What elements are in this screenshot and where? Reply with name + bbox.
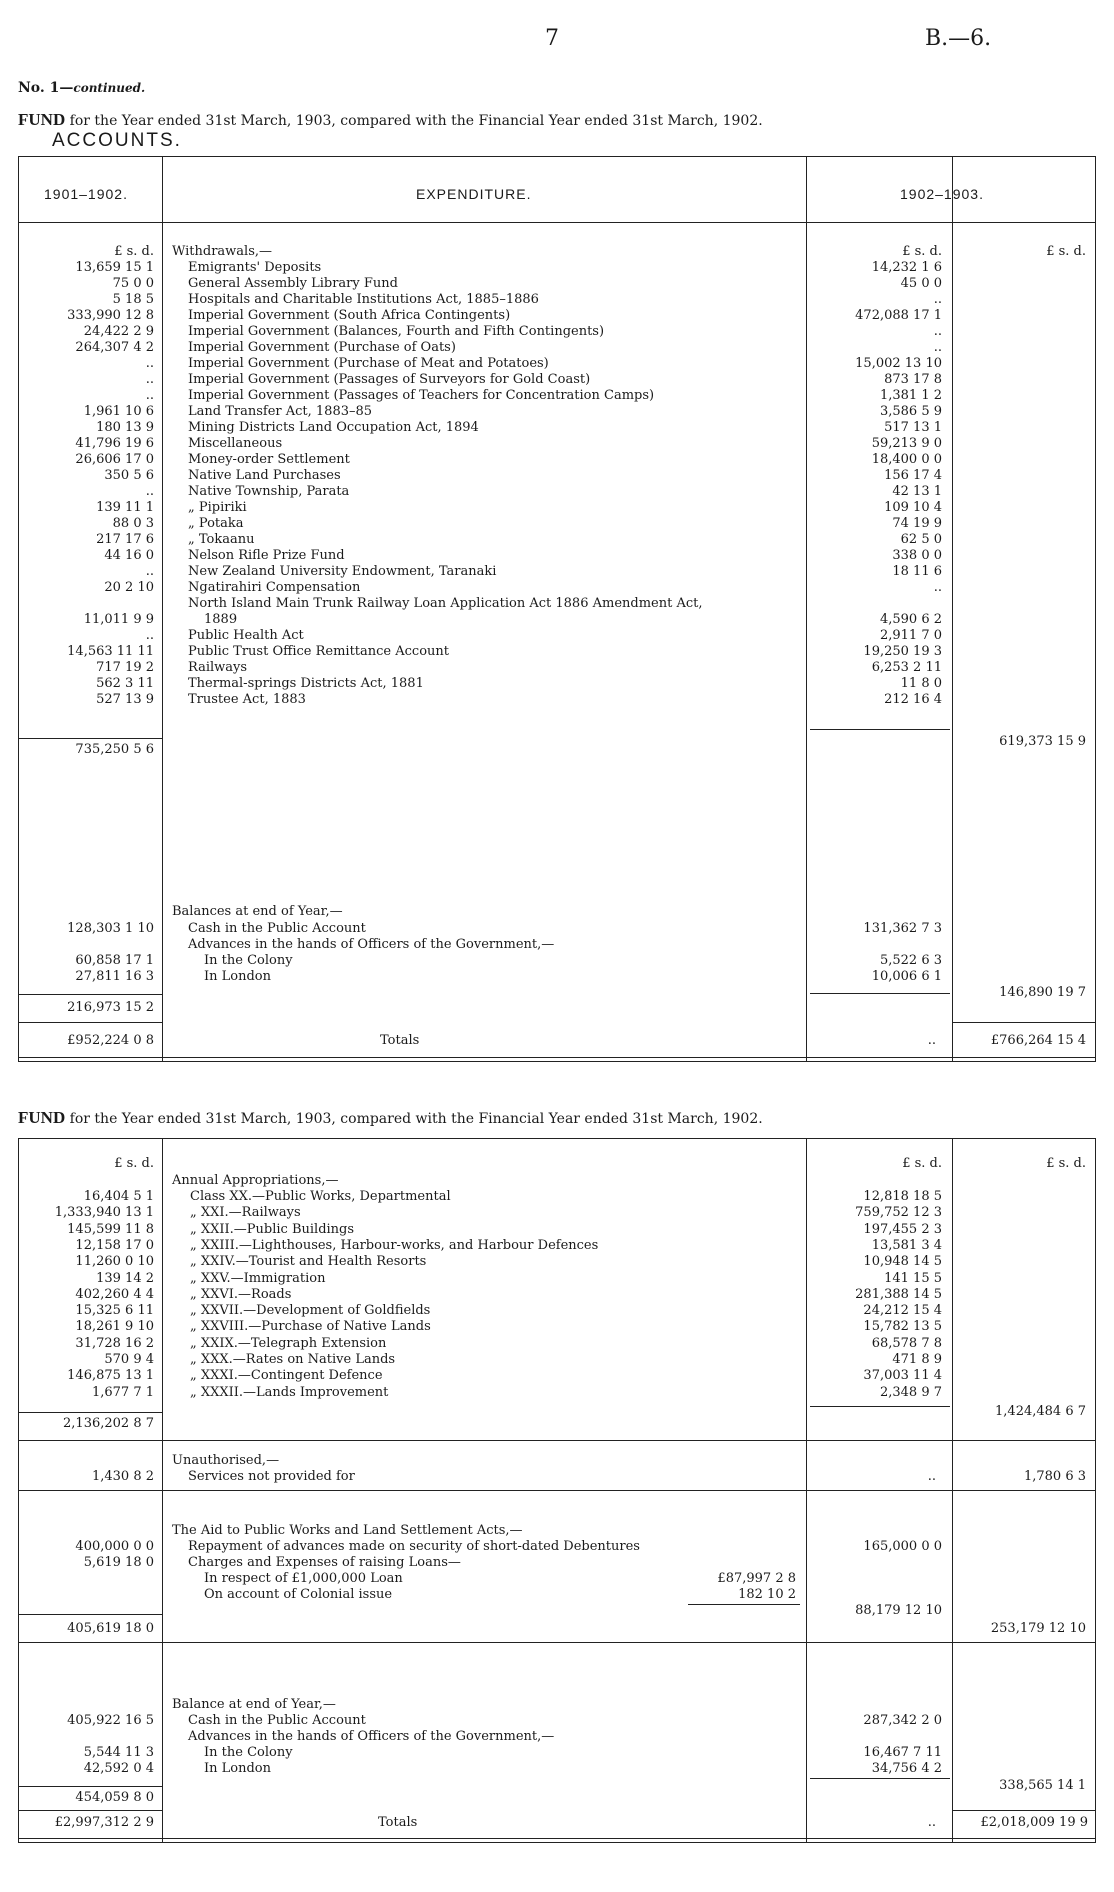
rule xyxy=(810,1406,950,1407)
rule xyxy=(952,1810,1096,1811)
withdrawals-total-cur: 619,373 15 9 xyxy=(999,734,1086,749)
amount-1902-1903: 42 13 1 xyxy=(892,484,942,499)
row-label: „ XXI.—Railways xyxy=(190,1205,301,1220)
amount-1901-1902: 20 2 10 xyxy=(104,580,154,595)
colony-prev: 60,858 17 1 xyxy=(75,953,154,968)
balance-advances-label: Advances in the hands of Officers of the Government,— xyxy=(188,1729,555,1744)
row-label: New Zealand University Endowment, Taranaki xyxy=(188,564,497,579)
rule xyxy=(18,1057,1096,1058)
row-label: Imperial Government (Balances, Fourth and Fifth Contingents) xyxy=(188,324,605,339)
amount-1902-1903: 281,388 14 5 xyxy=(855,1287,942,1302)
loan-subamount: £87,997 2 8 xyxy=(717,1571,796,1586)
amount-1902-1903: 759,752 12 3 xyxy=(855,1205,942,1220)
amount-1902-1903: 197,455 2 3 xyxy=(863,1222,942,1237)
amount-1901-1902: .. xyxy=(145,564,154,579)
amount-1901-1902: 139 14 2 xyxy=(96,1271,154,1286)
row-label: „ XXVI.—Roads xyxy=(190,1287,292,1302)
bottom-fund-title xyxy=(18,1108,763,1128)
row-label: Trustee Act, 1883 xyxy=(188,692,306,707)
row-label: „ XXIV.—Tourist and Health Resorts xyxy=(190,1254,427,1269)
amount-1902-1903: 12,818 18 5 xyxy=(863,1189,942,1204)
continued-label xyxy=(18,80,145,96)
charges-label: Charges and Expenses of raising Loans— xyxy=(188,1555,461,1570)
amount-1901-1902: 24,422 2 9 xyxy=(83,324,154,339)
row-label: „ XXXII.—Lands Improvement xyxy=(190,1385,389,1400)
aid-heading: The Aid to Public Works and Land Settlement Acts,— xyxy=(172,1523,523,1538)
amount-1902-1903: 14,232 1 6 xyxy=(871,260,942,275)
repayment-prev: 400,000 0 0 xyxy=(75,1539,154,1554)
colony-label: In the Colony xyxy=(204,953,293,968)
rule xyxy=(810,993,950,994)
rule xyxy=(18,1614,162,1615)
rule xyxy=(688,1604,800,1605)
amount-1901-1902: 217 17 6 xyxy=(96,532,154,547)
aid-total-cur: 253,179 12 10 xyxy=(990,1621,1086,1636)
row-label: „ XXII.—Public Buildings xyxy=(190,1222,355,1237)
row-label: Ngatirahiri Compensation xyxy=(188,580,361,595)
rule xyxy=(952,1022,1096,1023)
row-label: Emigrants' Deposits xyxy=(188,260,322,275)
amount-1901-1902: .. xyxy=(145,356,154,371)
rule xyxy=(18,994,162,995)
rule xyxy=(18,156,19,1061)
amount-1902-1903: 15,002 13 10 xyxy=(855,356,942,371)
top-fund-word: FUND xyxy=(18,110,66,129)
balance-colony-cur: 16,467 7 11 xyxy=(863,1745,942,1760)
amount-1902-1903: 24,212 15 4 xyxy=(863,1303,942,1318)
balances-total-prev: 216,973 15 2 xyxy=(67,1000,154,1015)
amount-1902-1903: 109 10 4 xyxy=(884,500,942,515)
amount-1902-1903: 338 0 0 xyxy=(892,548,942,563)
withdrawals-heading: Withdrawals,— xyxy=(172,244,273,259)
unauthorised-mid: .. xyxy=(927,1469,936,1484)
repayment-cur: 165,000 0 0 xyxy=(863,1539,942,1554)
row-label: North Island Main Trunk Railway Loan Application Act 1886 Amendment Act, xyxy=(188,596,703,611)
amount-1901-1902: 1,677 7 1 xyxy=(91,1385,154,1400)
row-label: „ Pipiriki xyxy=(188,500,247,515)
totals-cur: £766,264 15 4 xyxy=(990,1033,1086,1048)
row-label: Imperial Government (South Africa Contingents) xyxy=(188,308,511,323)
cash-prev: 128,303 1 10 xyxy=(67,921,154,936)
balance-heading: Balance at end of Year,— xyxy=(172,1697,336,1712)
row-label: Native Township, Parata xyxy=(188,484,350,499)
lsd-header: £ s. d. xyxy=(902,1156,942,1171)
amount-1901-1902: 15,325 6 11 xyxy=(75,1303,154,1318)
amount-1902-1903: 1,381 1 2 xyxy=(879,388,942,403)
row-label: Hospitals and Charitable Institutions Act, 1885–1886 xyxy=(188,292,539,307)
amount-1901-1902: 88 0 3 xyxy=(112,516,154,531)
amount-1902-1903: 156 17 4 xyxy=(884,468,942,483)
amount-1901-1902: 26,606 17 0 xyxy=(75,452,154,467)
amount-1902-1903: 3,586 5 9 xyxy=(879,404,942,419)
amount-1901-1902: 14,563 11 11 xyxy=(67,644,154,659)
row-label: Money-order Settlement xyxy=(188,452,350,467)
amount-1902-1903: 62 5 0 xyxy=(900,532,942,547)
amount-1902-1903: 471 8 9 xyxy=(892,1352,942,1367)
accounts-label: ACCOUNTS. xyxy=(52,130,182,151)
page-number: 7 xyxy=(545,26,559,51)
london-prev: 27,811 16 3 xyxy=(75,969,154,984)
row-label: Nelson Rifle Prize Fund xyxy=(188,548,345,563)
rule xyxy=(18,1022,162,1023)
charges-prev: 5,619 18 0 xyxy=(83,1555,154,1570)
amount-1902-1903: .. xyxy=(933,580,942,595)
amount-1901-1902: 527 13 9 xyxy=(96,692,154,707)
amount-1901-1902: 11,011 9 9 xyxy=(83,612,154,627)
rule xyxy=(952,156,953,1061)
cash-cur: 131,362 7 3 xyxy=(863,921,942,936)
row-label: 1889 xyxy=(204,612,238,627)
balances-heading: Balances at end of Year,— xyxy=(172,904,343,919)
top-fund-title xyxy=(18,110,763,130)
row-label: „ XXX.—Rates on Native Lands xyxy=(190,1352,396,1367)
balance-colony-label: In the Colony xyxy=(204,1745,293,1760)
colony-cur: 5,522 6 3 xyxy=(879,953,942,968)
row-label: „ XXVIII.—Purchase of Native Lands xyxy=(190,1319,431,1334)
col-header-1902-1903: 1902–1903. xyxy=(900,186,984,202)
amount-1902-1903: 68,578 7 8 xyxy=(871,1336,942,1351)
lsd-header: £ s. d. xyxy=(114,244,154,259)
amount-1902-1903: 517 13 1 xyxy=(884,420,942,435)
amount-1901-1902: 333,990 12 8 xyxy=(67,308,154,323)
row-label: Imperial Government (Passages of Surveyors for Gold Coast) xyxy=(188,372,591,387)
charges-cur: 88,179 12 10 xyxy=(855,1603,942,1618)
row-label: „ XXIII.—Lighthouses, Harbour-works, and Harbour Defences xyxy=(190,1238,599,1253)
rule xyxy=(806,156,807,1061)
amount-1901-1902: 44 16 0 xyxy=(104,548,154,563)
amount-1901-1902: 18,261 9 10 xyxy=(75,1319,154,1334)
balance-london-cur: 34,756 4 2 xyxy=(871,1761,942,1776)
amount-1902-1903: 18,400 0 0 xyxy=(871,452,942,467)
amount-1901-1902: 146,875 13 1 xyxy=(67,1368,154,1383)
amount-1901-1902: 570 9 4 xyxy=(104,1352,154,1367)
grand-totals-prev: £2,997,312 2 9 xyxy=(54,1815,154,1830)
balance-cash-cur: 287,342 2 0 xyxy=(863,1713,942,1728)
amount-1901-1902: 264,307 4 2 xyxy=(75,340,154,355)
annual-total-prev: 2,136,202 8 7 xyxy=(63,1416,154,1431)
repayment-label: Repayment of advances made on security of short-dated Debentures xyxy=(188,1539,640,1554)
amount-1902-1903: 141 15 5 xyxy=(884,1271,942,1286)
amount-1902-1903: 2,911 7 0 xyxy=(879,628,942,643)
row-label: „ XXVII.—Development of Goldfields xyxy=(190,1303,431,1318)
amount-1902-1903: .. xyxy=(933,340,942,355)
unauthorised-prev: 1,430 8 2 xyxy=(91,1469,154,1484)
amount-1902-1903: 873 17 8 xyxy=(884,372,942,387)
row-label: „ XXV.—Immigration xyxy=(190,1271,326,1286)
balance-colony-prev: 5,544 11 3 xyxy=(83,1745,154,1760)
amount-1901-1902: 12,158 17 0 xyxy=(75,1238,154,1253)
advances-label: Advances in the hands of Officers of the Government,— xyxy=(188,937,555,952)
amount-1901-1902: 75 0 0 xyxy=(112,276,154,291)
rule xyxy=(18,1810,162,1811)
lsd-header: £ s. d. xyxy=(1046,1156,1086,1171)
row-label: Thermal-springs Districts Act, 1881 xyxy=(188,676,424,691)
amount-1901-1902: .. xyxy=(145,372,154,387)
row-label: Railways xyxy=(188,660,248,675)
rule xyxy=(18,1490,1096,1491)
amount-1902-1903: .. xyxy=(933,324,942,339)
document-code: B.—6. xyxy=(925,26,992,51)
grand-totals-mid: .. xyxy=(927,1815,936,1830)
row-label: „ Tokaanu xyxy=(188,532,255,547)
rule xyxy=(18,1440,1096,1441)
rule xyxy=(18,1842,1096,1843)
amount-1901-1902: 11,260 0 10 xyxy=(75,1254,154,1269)
withdrawals-total-prev: 735,250 5 6 xyxy=(75,742,154,757)
amount-1901-1902: 13,659 15 1 xyxy=(75,260,154,275)
amount-1901-1902: .. xyxy=(145,484,154,499)
row-label: Imperial Government (Purchase of Oats) xyxy=(188,340,456,355)
row-label: „ XXIX.—Telegraph Extension xyxy=(190,1336,387,1351)
totals-mid: .. xyxy=(927,1033,936,1048)
balance-cash-prev: 405,922 16 5 xyxy=(67,1713,154,1728)
colonial-issue-label: On account of Colonial issue xyxy=(204,1587,393,1602)
col-header-expenditure: EXPENDITURE. xyxy=(416,186,532,202)
amount-1901-1902: 41,796 19 6 xyxy=(75,436,154,451)
amount-1901-1902: 1,961 10 6 xyxy=(83,404,154,419)
rule xyxy=(162,156,163,1061)
row-label: Imperial Government (Purchase of Meat and Potatoes) xyxy=(188,356,549,371)
unauthorised-cur: 1,780 6 3 xyxy=(1023,1469,1086,1484)
lsd-header: £ s. d. xyxy=(902,244,942,259)
balance-london-prev: 42,592 0 4 xyxy=(83,1761,154,1776)
amount-1902-1903: 13,581 3 4 xyxy=(871,1238,942,1253)
colonial-issue-subamount: 182 10 2 xyxy=(738,1587,796,1602)
rule xyxy=(18,1061,1096,1062)
amount-1902-1903: 472,088 17 1 xyxy=(855,308,942,323)
rule xyxy=(810,729,950,730)
amount-1901-1902: 5 18 5 xyxy=(112,292,154,307)
rule xyxy=(18,1786,162,1787)
balance-total-prev: 454,059 8 0 xyxy=(75,1790,154,1805)
rule xyxy=(18,156,1096,157)
amount-1902-1903: 4,590 6 2 xyxy=(879,612,942,627)
amount-1901-1902: 1,333,940 13 1 xyxy=(54,1205,154,1220)
rule xyxy=(18,1138,1096,1139)
grand-totals-cur: £2,018,009 19 9 xyxy=(980,1815,1088,1830)
unauthorised-label: Services not provided for xyxy=(188,1469,355,1484)
row-label: Miscellaneous xyxy=(188,436,283,451)
amount-1902-1903: .. xyxy=(933,292,942,307)
rule xyxy=(18,1412,162,1413)
annual-total-cur: 1,424,484 6 7 xyxy=(995,1404,1086,1419)
amount-1902-1903: 18 11 6 xyxy=(892,564,942,579)
lsd-header: £ s. d. xyxy=(1046,244,1086,259)
amount-1901-1902: 31,728 16 2 xyxy=(75,1336,154,1351)
row-label: „ XXXI.—Contingent Defence xyxy=(190,1368,383,1383)
amount-1901-1902: 139 11 1 xyxy=(96,500,154,515)
amount-1901-1902: 717 19 2 xyxy=(96,660,154,675)
rule xyxy=(18,1838,1096,1839)
amount-1901-1902: 180 13 9 xyxy=(96,420,154,435)
lsd-header: £ s. d. xyxy=(114,1156,154,1171)
row-label: Public Trust Office Remittance Account xyxy=(188,644,450,659)
london-cur: 10,006 6 1 xyxy=(871,969,942,984)
amount-1901-1902: 402,260 4 4 xyxy=(75,1287,154,1302)
balances-total-cur: 146,890 19 7 xyxy=(999,985,1086,1000)
row-label: Public Health Act xyxy=(188,628,304,643)
loan-label: In respect of £1,000,000 Loan xyxy=(204,1571,403,1586)
amount-1901-1902: .. xyxy=(145,388,154,403)
balance-london-label: In London xyxy=(204,1761,271,1776)
amount-1902-1903: 74 19 9 xyxy=(892,516,942,531)
balance-total-cur: 338,565 14 1 xyxy=(999,1778,1086,1793)
unauthorised-heading: Unauthorised,— xyxy=(172,1453,280,1468)
amount-1902-1903: 37,003 11 4 xyxy=(863,1368,942,1383)
amount-1901-1902: 16,404 5 1 xyxy=(83,1189,154,1204)
amount-1902-1903: 11 8 0 xyxy=(900,676,942,691)
aid-total-prev: 405,619 18 0 xyxy=(67,1621,154,1636)
amount-1902-1903: 6,253 2 11 xyxy=(871,660,942,675)
row-label: Mining Districts Land Occupation Act, 1894 xyxy=(188,420,479,435)
row-label: Land Transfer Act, 1883–85 xyxy=(188,404,373,419)
rule xyxy=(18,738,162,739)
row-label: Class XX.—Public Works, Departmental xyxy=(190,1189,451,1204)
continued-word: continued. xyxy=(73,81,146,95)
rule xyxy=(18,1642,1096,1643)
bottom-fund-caption: for the Year ended 31st March, 1903, compared with the Financial Year ended 31st March, 1902. xyxy=(65,1111,763,1127)
london-label: In London xyxy=(204,969,271,984)
row-label: Imperial Government (Passages of Teachers for Concentration Camps) xyxy=(188,388,655,403)
amount-1901-1902: 350 5 6 xyxy=(104,468,154,483)
amount-1902-1903: 2,348 9 7 xyxy=(879,1385,942,1400)
amount-1902-1903: 19,250 19 3 xyxy=(863,644,942,659)
top-fund-caption: for the Year ended 31st March, 1903, compared with the Financial Year ended 31st March, 1902. xyxy=(65,113,763,129)
amount-1902-1903: 10,948 14 5 xyxy=(863,1254,942,1269)
amount-1901-1902: 145,599 11 8 xyxy=(67,1222,154,1237)
row-label: „ Potaka xyxy=(188,516,244,531)
rule xyxy=(810,1778,950,1779)
amount-1902-1903: 212 16 4 xyxy=(884,692,942,707)
grand-totals-label: Totals xyxy=(378,1815,418,1830)
totals-label: Totals xyxy=(380,1033,420,1048)
amount-1902-1903: 15,782 13 5 xyxy=(863,1319,942,1334)
rule xyxy=(1095,156,1096,1061)
amount-1902-1903: 59,213 9 0 xyxy=(871,436,942,451)
cash-label: Cash in the Public Account xyxy=(188,921,366,936)
row-label: General Assembly Library Fund xyxy=(188,276,398,291)
amount-1902-1903: 45 0 0 xyxy=(900,276,942,291)
totals-prev: £952,224 0 8 xyxy=(67,1033,154,1048)
annual-appropriations-heading: Annual Appropriations,— xyxy=(172,1173,339,1188)
amount-1901-1902: .. xyxy=(145,628,154,643)
amount-1901-1902: 562 3 11 xyxy=(96,676,154,691)
rule xyxy=(18,222,1096,223)
row-label: Native Land Purchases xyxy=(188,468,341,483)
bottom-fund-word: FUND xyxy=(18,1108,66,1127)
col-header-1901-1902: 1901–1902. xyxy=(44,186,128,202)
balance-cash-label: Cash in the Public Account xyxy=(188,1713,366,1728)
statement-number: No. 1— xyxy=(18,80,74,96)
